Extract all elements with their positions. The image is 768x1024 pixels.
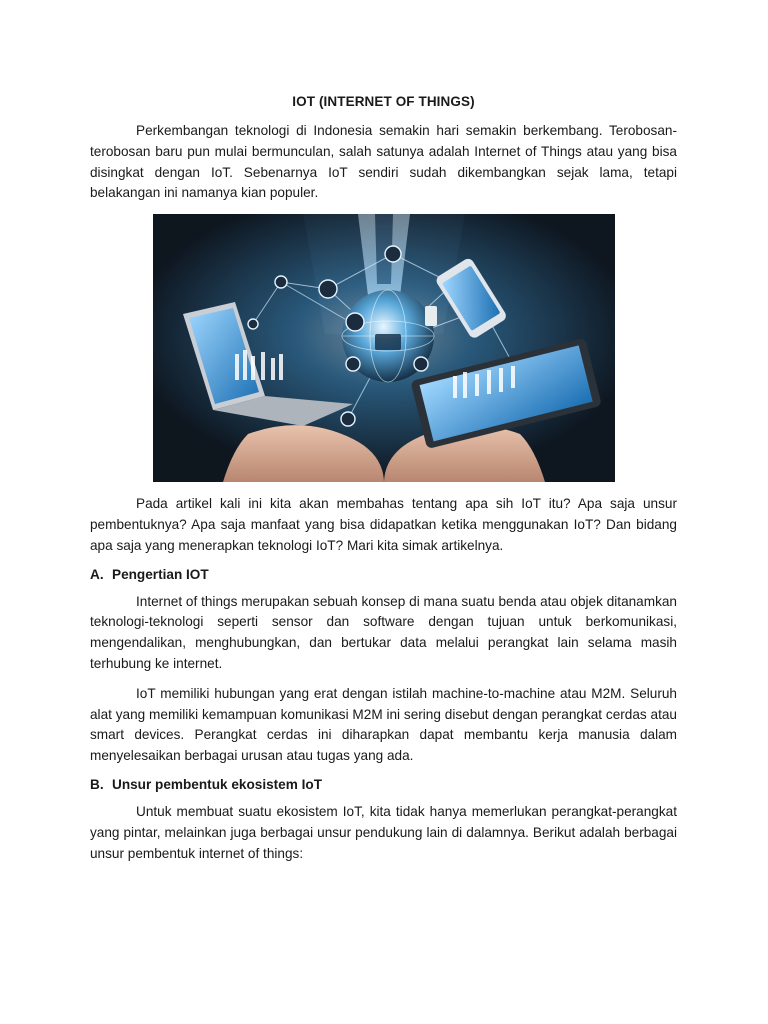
section-number-a: A. bbox=[90, 566, 104, 582]
intro-paragraph: Perkembangan teknologi di Indonesia semakin hari semakin berkembang. Terobosan-terobosan baru pun mulai bermunculan, salah satunya adalah Internet of Things atau yang bisa disingkat dengan IoT. Sebenarnya IoT sendiri sudah dikembangkan sejak lama, tetapi belakangan ini namanya kian populer. bbox=[90, 123, 677, 201]
section-heading-b bbox=[90, 777, 677, 792]
section-b-paragraph-1: Untuk membuat suatu ekosistem IoT, kita tidak hanya memerlukan perangkat-perangkat yang pintar, melainkan juga berbagai unsur pendukung lain di dalamnya. Berikut adalah berbagai unsur pembentuk internet of things: bbox=[90, 803, 677, 861]
document-body bbox=[90, 94, 677, 864]
iot-illustration-image bbox=[153, 214, 615, 482]
section-number-b: B. bbox=[90, 776, 104, 792]
section-heading-a bbox=[90, 567, 677, 582]
section-a-paragraph-1: Internet of things merupakan sebuah konsep di mana suatu benda atau objek ditanamkan teknologi-teknologi seperti sensor dan software dengan tujuan untuk berkomunikasi, mengendalikan, menghubungkan, dan bertukar data melalui perangkat lain selama masih terhubung ke internet. bbox=[90, 593, 677, 671]
section-title-a: Pengertian IOT bbox=[112, 566, 209, 582]
document-title: IOT (INTERNET OF THINGS) bbox=[292, 94, 475, 109]
section-title-b: Unsur pembentuk ekosistem IoT bbox=[112, 776, 322, 792]
section-a-paragraph-2: IoT memiliki hubungan yang erat dengan istilah machine-to-machine atau M2M. Seluruh alat yang memiliki kemampuan komunikasi M2M ini sering disebut dengan perangkat cerdas atau smart devices. Perangkat cerdas ini diharapkan dapat membantu kerja manusia dalam menyelesaikan berbagai urusan atau tugas yang ada. bbox=[90, 685, 677, 764]
paragraph-intro-questions: Pada artikel kali ini kita akan membahas tentang apa sih IoT itu? Apa saja unsur pembentuknya? Apa saja manfaat yang bisa didapatkan ketika menggunakan IoT? Dan bidang apa saja yang menerapkan teknologi IoT? Mari kita simak artikelnya. bbox=[90, 496, 677, 553]
